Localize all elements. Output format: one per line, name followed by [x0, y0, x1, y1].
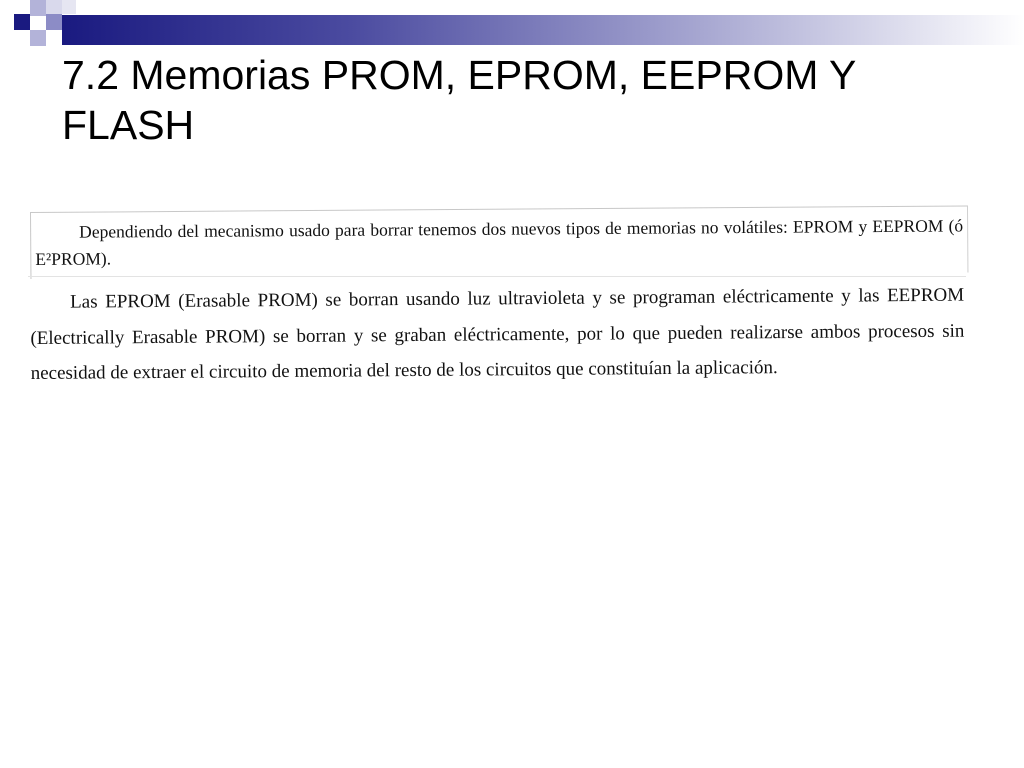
excerpt-2-text: Las EPROM (Erasable PROM) se borran usando luz ultravioleta y se programan eléctricamente y las EEPROM (Electrically Erasable PROM) se borran y se graban eléctricamente, por lo que pueden realizarse ambos procesos sin necesidad de extraer el circuito de memoria del resto de los circuitos que constituían la aplicación. — [30, 284, 965, 384]
header-gradient-bar — [62, 15, 1024, 45]
scanned-excerpt-2 — [30, 278, 965, 392]
scan-divider — [28, 276, 966, 277]
decor-square — [46, 0, 62, 14]
decor-square — [14, 14, 30, 30]
decor-square — [30, 0, 46, 16]
scanned-excerpt-1 — [30, 205, 968, 279]
decor-square — [62, 0, 76, 14]
excerpt-1-text: Dependiendo del mecanismo usado para borrar tenemos dos nuevos tipos de memorias no volátiles: EPROM y EEPROM (ó E²PROM). — [35, 215, 964, 269]
decor-square — [46, 14, 62, 30]
decor-square — [30, 30, 46, 46]
slide-title: 7.2 Memorias PROM, EPROM, EEPROM Y FLASH — [62, 52, 856, 148]
